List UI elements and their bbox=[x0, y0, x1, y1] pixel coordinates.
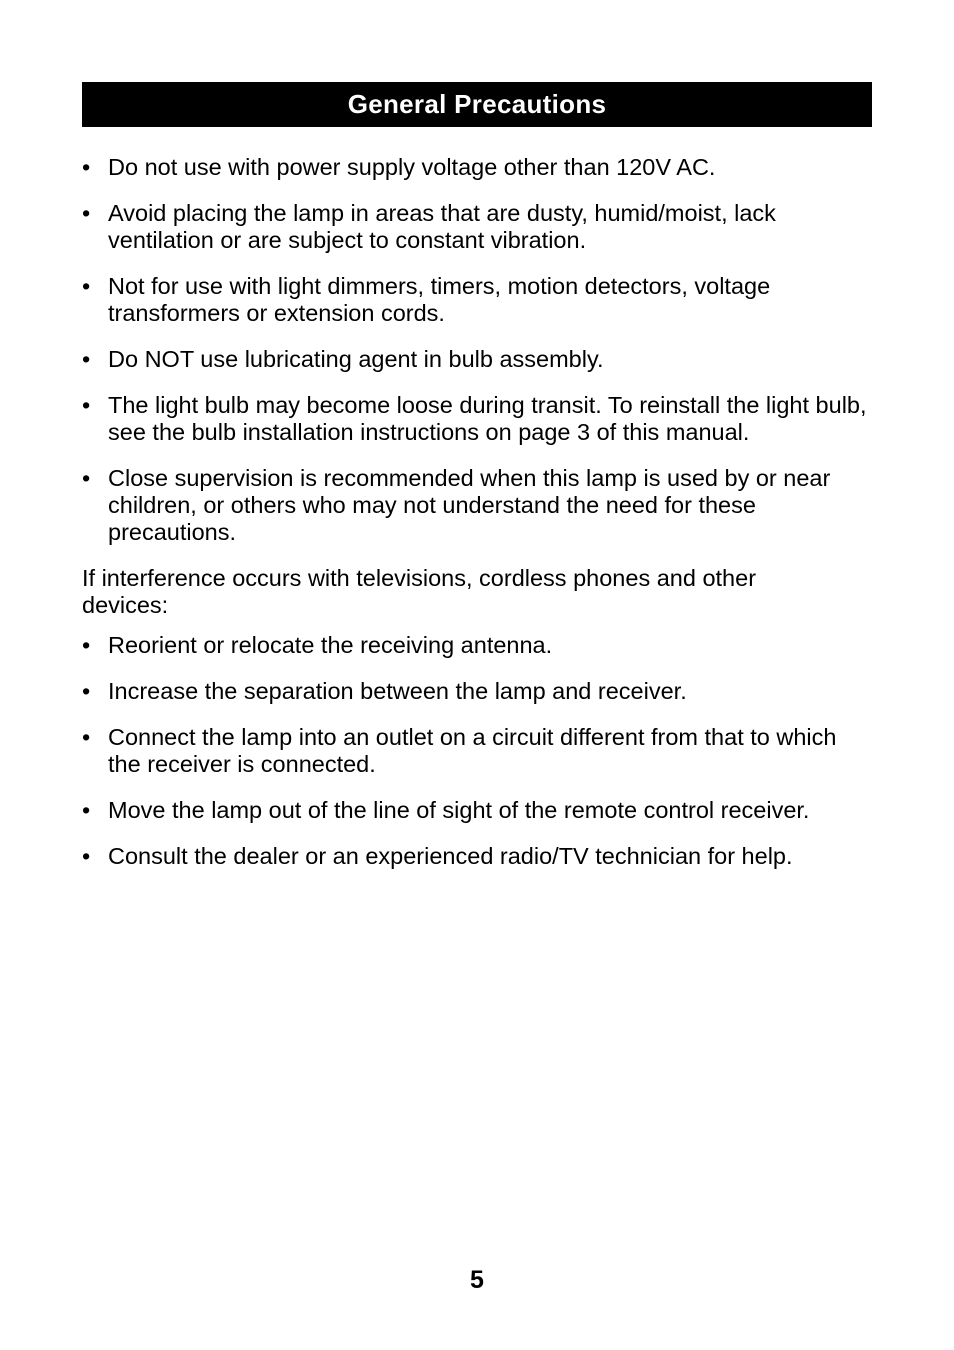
bullet-icon: • bbox=[82, 724, 91, 750]
list-item bbox=[82, 797, 872, 824]
list-item bbox=[82, 273, 872, 327]
list-item-text: The light bulb may become loose during transit. To reinstall the light bulb, see the bulb installation instructions on page 3 of this manual. bbox=[108, 392, 867, 445]
section-title: General Precautions bbox=[347, 89, 607, 119]
bullet-icon: • bbox=[82, 200, 91, 226]
list-item-text: Close supervision is recommended when this lamp is used by or near children, or others who may not understand the need for these precautions. bbox=[108, 465, 831, 545]
list-item bbox=[82, 154, 872, 181]
interference-intro: If interference occurs with televisions, cordless phones and other devices: bbox=[82, 565, 757, 618]
list-item bbox=[82, 392, 872, 446]
list-item-text: Consult the dealer or an experienced radio/TV technician for help. bbox=[108, 843, 793, 869]
interference-list bbox=[82, 632, 872, 870]
bullet-icon: • bbox=[82, 632, 91, 658]
list-item-text: Connect the lamp into an outlet on a circuit different from that to which the receiver is connected. bbox=[108, 724, 837, 777]
list-item bbox=[82, 724, 872, 778]
list-item-text: Reorient or relocate the receiving antenna. bbox=[108, 632, 553, 658]
bullet-icon: • bbox=[82, 392, 91, 418]
list-item-text: Avoid placing the lamp in areas that are dusty, humid/moist, lack ventilation or are subject to constant vibration. bbox=[108, 200, 776, 253]
precautions-list bbox=[82, 154, 872, 546]
bullet-icon: • bbox=[82, 843, 91, 869]
bullet-icon: • bbox=[82, 678, 91, 704]
section-title-bar bbox=[82, 82, 872, 127]
list-item bbox=[82, 843, 872, 870]
list-item-text: Not for use with light dimmers, timers, motion detectors, voltage transformers or extension cords. bbox=[108, 273, 771, 326]
list-item bbox=[82, 465, 872, 546]
list-item-text: Do not use with power supply voltage other than 120V AC. bbox=[108, 154, 716, 180]
list-item bbox=[82, 678, 872, 705]
bullet-icon: • bbox=[82, 465, 91, 491]
list-item bbox=[82, 632, 872, 659]
list-item-text: Increase the separation between the lamp and receiver. bbox=[108, 678, 687, 704]
list-item-text: Do NOT use lubricating agent in bulb assembly. bbox=[108, 346, 604, 372]
list-item bbox=[82, 346, 872, 373]
page-content bbox=[82, 154, 872, 889]
bullet-icon: • bbox=[82, 797, 91, 823]
bullet-icon: • bbox=[82, 273, 91, 299]
page-number: 5 bbox=[470, 1266, 484, 1294]
list-item bbox=[82, 200, 872, 254]
bullet-icon: • bbox=[82, 154, 91, 180]
list-item-text: Move the lamp out of the line of sight of the remote control receiver. bbox=[108, 797, 810, 823]
bullet-icon: • bbox=[82, 346, 91, 372]
